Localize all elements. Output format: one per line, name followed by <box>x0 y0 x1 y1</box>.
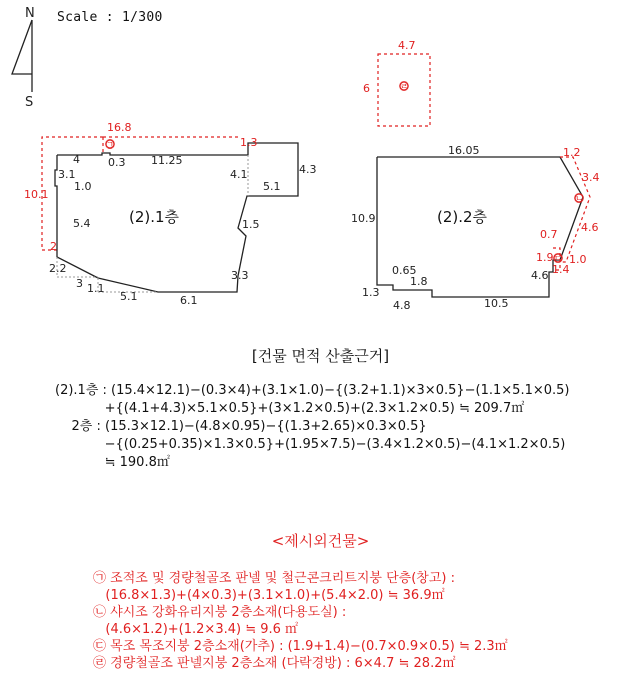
notes-list <box>93 570 508 672</box>
note-line-6: ㉣ 경량철골조 판넬지붕 2층소재 (다락경방) : 6×4.7 ≒ 28.2㎡ <box>93 656 456 671</box>
dim-4.8: 4.8 <box>393 299 411 312</box>
calc-line-4: −{(0.25+0.35)×1.3×0.5}+(1.95×7.5)−(3.4×1.2×0.5)−(4.1×1.2×0.5) <box>55 437 566 452</box>
note-line-5: ㉢ 목조 목조지붕 2층소재(가추) : (1.9+1.4)−(0.7×0.9×0.5) ≒ 2.3㎡ <box>93 639 508 654</box>
dim-2: 2 <box>50 240 57 253</box>
marker-c: ㉢ <box>553 254 563 265</box>
calc-line-3: 2층 : (15.3×12.1)−(4.8×0.95)−{(1.3+2.65)×0.3×0.5} <box>55 419 427 434</box>
compass-south: S <box>25 95 34 110</box>
sub-title: <제시외건물> <box>271 532 370 550</box>
calc-line-1: (2).1층 : (15.4×12.1)−(0.3×4)+(3.1×1.0)−{(3.2+1.1)×3×0.5}−(1.1×5.1×0.5) <box>55 383 570 398</box>
dim-10.5: 10.5 <box>484 297 509 310</box>
dim-1.3: 1.3 <box>240 136 258 149</box>
dim-3.4-red: 3.4 <box>582 171 600 184</box>
dim-2.2: 2.2 <box>49 262 67 275</box>
dim-1.3-b2: 1.3 <box>362 286 380 299</box>
building-1-name: (2).1층 <box>129 208 180 226</box>
dim-1.8: 1.8 <box>410 275 428 288</box>
dim-11.25: 11.25 <box>151 154 183 167</box>
building-1-annex-outline <box>42 137 238 250</box>
dim-1.0-red: 1.0 <box>569 253 587 266</box>
calc-line-5: ≒ 190.8㎡ <box>55 455 170 470</box>
dim-5.1-right: 5.1 <box>263 180 281 193</box>
dim-1.2-red: 1.2 <box>563 146 581 159</box>
section-title: [건물 면적 산출근거] <box>251 347 390 365</box>
dim-1.4-red: 1.4 <box>552 263 570 276</box>
compass-north: N <box>25 6 35 21</box>
dim-1.0: 1.0 <box>74 180 92 193</box>
dim-4.1: 4.1 <box>230 168 248 181</box>
dim-0.3: 0.3 <box>108 156 126 169</box>
note-line-2: (16.8×1.3)+(4×0.3)+(3.1×1.0)+(5.4×2.0) ≒ 36.9㎡ <box>93 588 445 603</box>
note-line-3: ㉡ 샤시조 강화유리지붕 2층소재(다용도실) : <box>93 605 347 620</box>
dim-1.9-red: 1.9 <box>536 251 554 264</box>
note-line-1: ㉠ 조적조 및 경량철골조 판넬 및 철근콘크리트지붕 단층(창고) : <box>93 571 455 586</box>
dim-6.1: 6.1 <box>180 294 198 307</box>
dim-10.9: 10.9 <box>351 212 376 225</box>
dim-1.5: 1.5 <box>242 218 260 231</box>
site-plan-drawing <box>0 0 641 345</box>
dim-5.1-bottom: 5.1 <box>120 290 138 303</box>
note-line-4: (4.6×1.2)+(1.2×3.4) ≒ 9.6 ㎡ <box>93 622 299 637</box>
dim-4.3: 4.3 <box>299 163 317 176</box>
dim-3.1: 3.1 <box>58 168 76 181</box>
dim-16.8: 16.8 <box>107 121 132 134</box>
dim-3: 3 <box>76 277 83 290</box>
scale-label: Scale : 1/300 <box>57 10 163 25</box>
building-2-name: (2).2층 <box>437 208 488 226</box>
dim-4.6-red: 4.6 <box>581 221 599 234</box>
dim-5.4: 5.4 <box>73 217 91 230</box>
marker-a: ㉠ <box>105 140 115 151</box>
dim-0.65: 0.65 <box>392 264 417 277</box>
dim-4: 4 <box>73 153 80 166</box>
dim-1.1: 1.1 <box>87 282 105 295</box>
dim-16.05: 16.05 <box>448 144 480 157</box>
marker-b: ㉡ <box>574 194 584 205</box>
dim-4.7: 4.7 <box>398 39 416 52</box>
dim-3.3: 3.3 <box>231 269 249 282</box>
dim-4.6-black: 4.6 <box>531 269 549 282</box>
dim-6: 6 <box>363 82 370 95</box>
north-arrow-icon <box>12 20 32 92</box>
dim-0.7-red: 0.7 <box>540 228 558 241</box>
marker-d: ㉣ <box>399 82 409 93</box>
dim-10.1: 10.1 <box>24 188 49 201</box>
calc-line-2: +{(4.1+4.3)×5.1×0.5}+(3×1.2×0.5)+(2.3×1.2×0.5) ≒ 209.7㎡ <box>55 401 525 416</box>
